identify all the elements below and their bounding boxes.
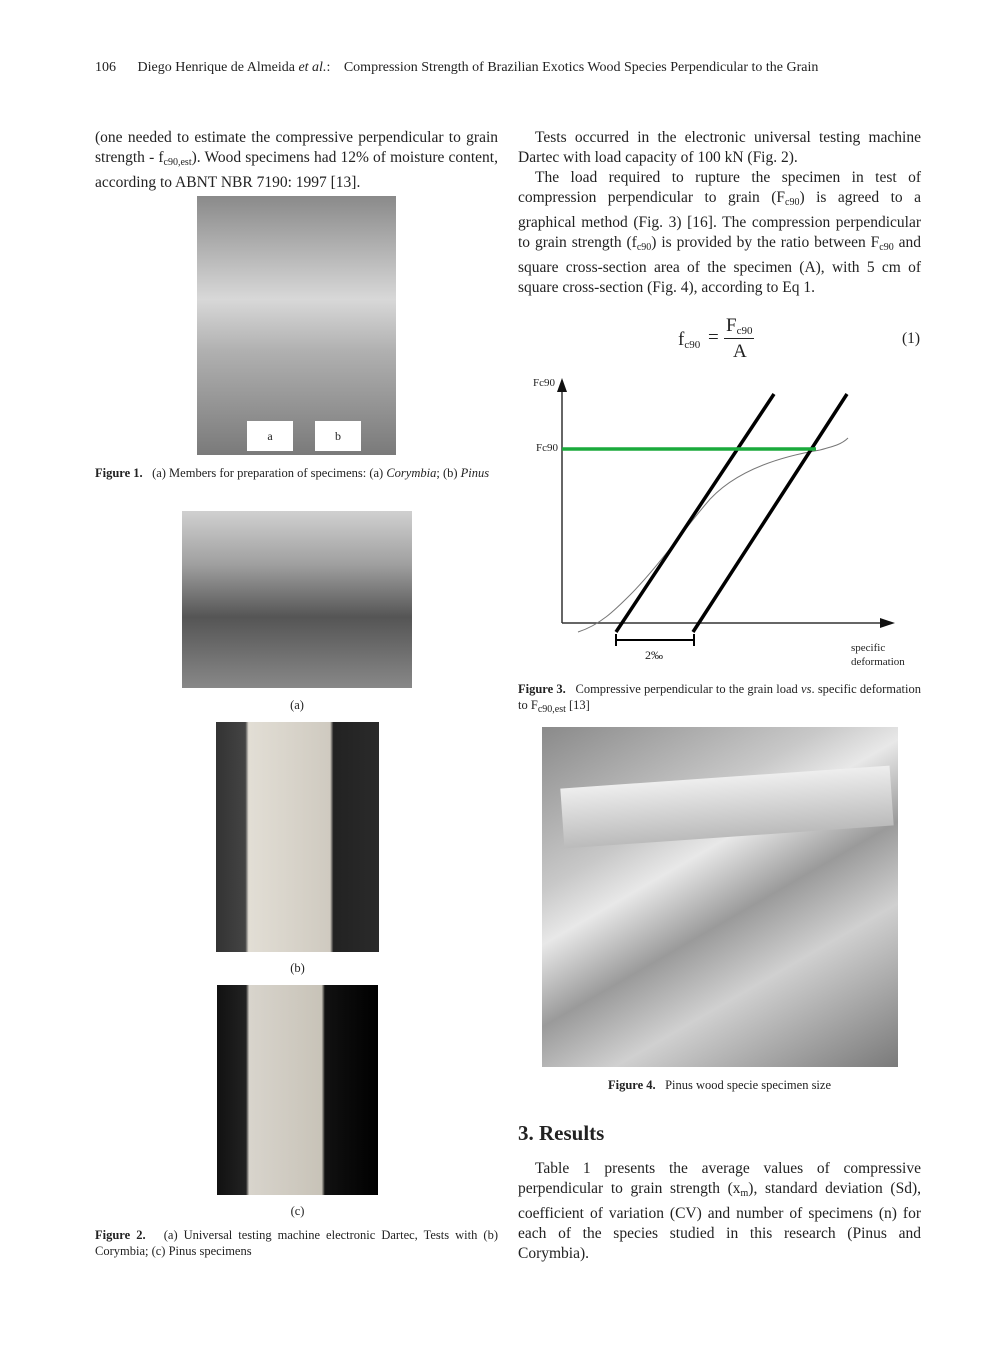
figure-2a-photo [182, 511, 412, 688]
journal-title: Compression Strength of Brazilian Exotics Wood Species Perpendicular to the Grain [343, 60, 819, 75]
x-axis-label: specific deformation [851, 642, 905, 668]
equation-number: (1) [902, 330, 921, 347]
figure-2c-label: (c) [290, 1204, 305, 1218]
label-b: b [315, 421, 361, 451]
offset-label: 2‰ [645, 648, 663, 662]
et-al: et al. [298, 60, 327, 75]
results-paragraph: Table 1 presents the average values of compressive perpendicular to grain strength $(x_m)$, standard deviation (Sd), coefficient of variation (CV) and number of specimens (n) for each of the species studied in this research (Pinus and Corymbia). [518, 1160, 921, 1262]
figure-3-caption: Figure 3. Compressive perpendicular to the grain load vs. specific deformation to $F_{c90,est}$ [13] [518, 682, 922, 715]
running-header: 106 Diego Henrique de Almeida et al.: Compression Strength of Brazilian Exotics Wood Species Perpendicular to the Grain [95, 60, 819, 75]
figure-4-photo [542, 727, 898, 1067]
figure-4-caption: Figure 4. Pinus wood specie specimen size [608, 1078, 831, 1092]
x-axis-arrow [880, 618, 895, 628]
y-axis-arrow [557, 378, 567, 392]
offset-line [693, 394, 847, 632]
figure-1-caption: Figure 1. (a) Members for preparation of specimens: (a) Corymbia; (b) Pinus [95, 466, 490, 480]
page: 106 Diego Henrique de Almeida et al.: Compression Strength of Brazilian Exotics Wood Species Perpendicular to the Grain (one needed to estimate the compressive perpendicular to grain strength - $f_{c90,est}$). Wood specimens had 12% of moisture content, according to ABNT NBR 7190: 1997 [13]. a b Figure 1. (a) Members for preparation of specimens: (a) Corymbia; (b) Pinus (a) (b) (c) Figure 2. (a) Universal testing machine electronic Dartec, Tests with (b) Corymbia; (c) Pinus specimens Tests occurred in the electronic universal testing machine Dartec with load capacity of 100 kN (Fig. 2). The load required to rupture the specimen in test of compression perpendicular to grain $(F_{c90})$ is agreed to a graphical method (Fig. 3) [16]. The compression perpendicular to grain strength $(f_{c90})$ is provided by the ratio between $F_{c90}$ and square cross-section area of the specimen (A), with 5 cm of square cross-section (Fig. 4), according to Eq 1. $f_{c90}$ = $F_{c90}$ A (1) Fc90 Fc90 2‰ specific deformation Figure 3. Compressive perpendicular to the grain load vs. specific deformation to $F_{c90,est}$ [13] Figure 4. Pinus wood specie specimen size 3. Results Table 1 presents the average values of compressive perpendicular to grain strength $(x_m)$, standard deviation (Sd), coefficient of variation (CV) and number of specimens (n) for each of the species studied in this research (Pinus and Corymbia). [0, 0, 992, 1347]
y-tick-label: Fc90 [536, 442, 558, 454]
figure-1-photo [197, 196, 396, 455]
section-title-results: 3. Results [518, 1121, 605, 1145]
figure-2c-photo [217, 985, 378, 1195]
figure-2-caption: Figure 2. (a) Universal testing machine electronic Dartec, Tests with (b) Corymbia; (c) Pinus specimens [95, 1228, 498, 1258]
right-paragraphs: Tests occurred in the electronic universal testing machine Dartec with load capacity of 100 kN (Fig. 2). The load required to rupture the specimen in test of compression perpendicular to grain $(F_{c90})$ is agreed to a graphical method (Fig. 3) [16]. The compression perpendicular to grain strength $(f_{c90})$ is provided by the ratio between $F_{c90}$ and square cross-section area of the specimen (A), with 5 cm of square cross-section (Fig. 4), according to Eq 1. [518, 129, 921, 296]
left-paragraph-1: (one needed to estimate the compressive perpendicular to grain strength - $f_{c90,est}$). Wood specimens had 12% of moisture content, according to ABNT NBR 7190: 1997 [13]. [95, 129, 498, 191]
y-axis-label: Fc90 [533, 377, 555, 389]
figure-2a-label: (a) [290, 698, 304, 712]
authors: Diego Henrique de Almeida [137, 60, 295, 75]
caliper [560, 766, 893, 849]
figure-2b-label: (b) [290, 961, 305, 975]
tangent-line [616, 394, 774, 632]
label-a: a [247, 421, 293, 451]
figure-3-chart [520, 370, 920, 670]
figure-2b-photo [216, 722, 379, 952]
page-number: 106 [95, 60, 116, 75]
